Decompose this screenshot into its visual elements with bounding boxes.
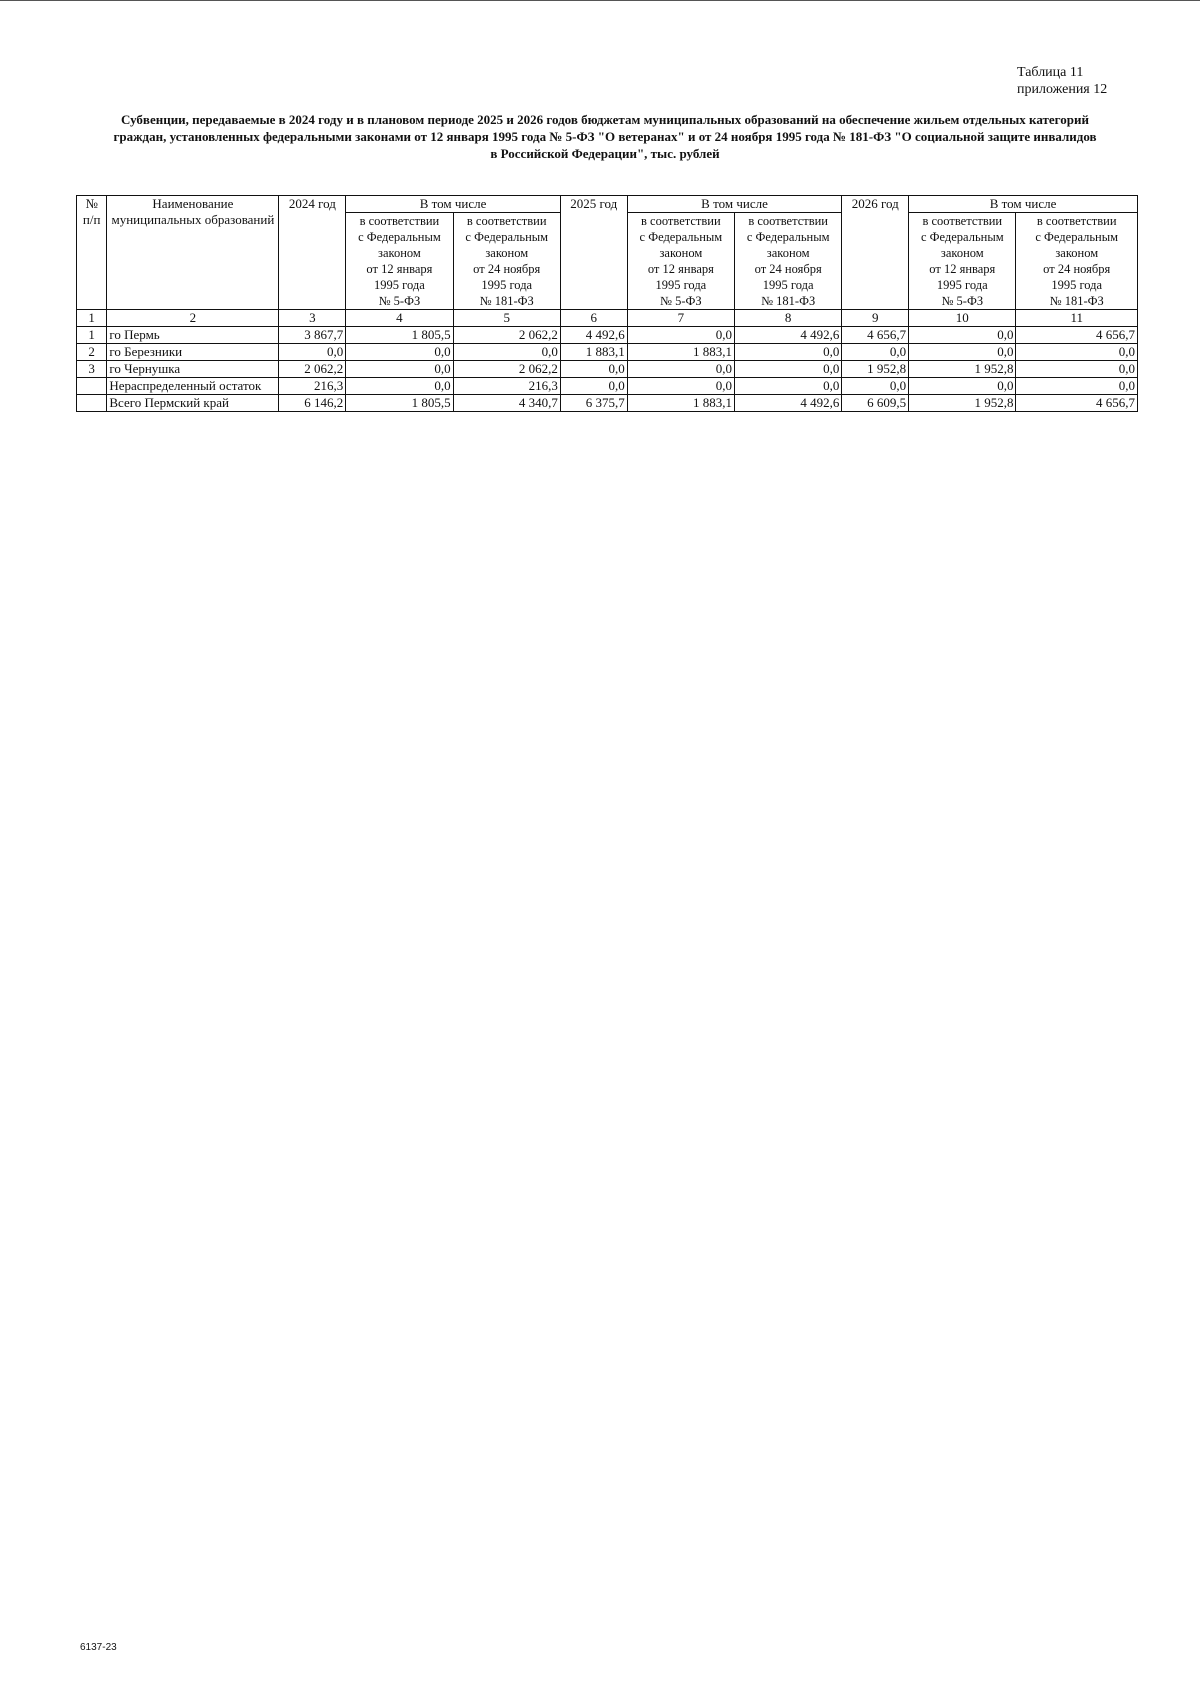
amount-cell: 6 609,5 bbox=[842, 395, 909, 412]
law5-line: законом bbox=[378, 246, 421, 260]
law181-line: от 24 ноября bbox=[754, 262, 822, 276]
amount-cell: 1 952,8 bbox=[909, 395, 1016, 412]
amount-cell: 0,0 bbox=[346, 378, 453, 395]
amount-cell: 4 656,7 bbox=[1016, 395, 1138, 412]
law181-line: 1995 года bbox=[481, 278, 533, 292]
amount-cell: 0,0 bbox=[842, 344, 909, 361]
amount-cell: 1 883,1 bbox=[560, 344, 627, 361]
amount-cell: 0,0 bbox=[627, 327, 734, 344]
column-number: 9 bbox=[842, 310, 909, 327]
amount-cell: 0,0 bbox=[909, 378, 1016, 395]
law181-line: № 181-ФЗ bbox=[761, 294, 816, 308]
table-reference bbox=[1017, 64, 1107, 98]
law5-line: № 5-ФЗ bbox=[378, 294, 421, 308]
amount-cell: 4 492,6 bbox=[735, 327, 842, 344]
amount-cell: 2 062,2 bbox=[453, 361, 560, 378]
amount-cell: 0,0 bbox=[842, 378, 909, 395]
column-number: 6 bbox=[560, 310, 627, 327]
municipality-name: Всего Пермский край bbox=[107, 395, 279, 412]
header-year-2025: 2025 год bbox=[560, 196, 627, 310]
law181-line: в соответствии bbox=[1036, 214, 1117, 228]
law181-line: законом bbox=[1055, 246, 1099, 260]
amount-cell: 1 952,8 bbox=[842, 361, 909, 378]
amount-cell: 6 375,7 bbox=[560, 395, 627, 412]
amount-cell: 0,0 bbox=[909, 327, 1016, 344]
amount-cell: 0,0 bbox=[627, 361, 734, 378]
law181-line: с Федеральным bbox=[1035, 230, 1119, 244]
amount-cell: 4 656,7 bbox=[1016, 327, 1138, 344]
table-row bbox=[77, 344, 1138, 361]
appendix-reference: приложения 12 bbox=[1017, 82, 1108, 97]
amount-cell: 0,0 bbox=[1016, 344, 1138, 361]
law5-line: 1995 года bbox=[936, 278, 988, 292]
amount-cell: 0,0 bbox=[279, 344, 346, 361]
column-number: 3 bbox=[279, 310, 346, 327]
amount-cell: 1 883,1 bbox=[627, 395, 734, 412]
municipality-name: Нераспределенный остаток bbox=[107, 378, 279, 395]
column-number: 8 bbox=[735, 310, 842, 327]
law181-line: законом bbox=[766, 246, 810, 260]
amount-cell: 0,0 bbox=[735, 361, 842, 378]
subsidies-table bbox=[76, 195, 1138, 412]
law181-line: в соответствии bbox=[466, 214, 547, 228]
law181-line: № 181-ФЗ bbox=[1049, 294, 1104, 308]
amount-cell: 1 883,1 bbox=[627, 344, 734, 361]
law5-line: 1995 года bbox=[655, 278, 707, 292]
row-number bbox=[77, 395, 107, 412]
amount-cell: 0,0 bbox=[453, 344, 560, 361]
amount-cell: 0,0 bbox=[560, 361, 627, 378]
header-law5-2025 bbox=[627, 213, 734, 310]
table-row bbox=[77, 361, 1138, 378]
header-incl-2025: В том числе bbox=[627, 196, 842, 213]
law181-line: в соответствии bbox=[748, 214, 828, 228]
law5-line: № 5-ФЗ bbox=[941, 294, 984, 308]
table-body bbox=[77, 327, 1138, 412]
law5-line: от 12 января bbox=[647, 262, 714, 276]
law181-line: законом bbox=[485, 246, 529, 260]
header-law5-2026 bbox=[909, 213, 1016, 310]
amount-cell: 2 062,2 bbox=[279, 361, 346, 378]
amount-cell: 0,0 bbox=[735, 344, 842, 361]
header-year-2024: 2024 год bbox=[279, 196, 346, 310]
amount-cell: 4 492,6 bbox=[560, 327, 627, 344]
amount-cell: 6 146,2 bbox=[279, 395, 346, 412]
law5-line: от 12 января bbox=[366, 262, 433, 276]
law181-line: 1995 года bbox=[762, 278, 814, 292]
column-number: 11 bbox=[1016, 310, 1138, 327]
title-line-3: в Российской Федерации", тыс. рублей bbox=[490, 146, 720, 161]
column-number: 5 bbox=[453, 310, 560, 327]
row-number: 3 bbox=[77, 361, 107, 378]
law5-line: с Федеральным bbox=[358, 230, 441, 244]
law5-line: 1995 года bbox=[374, 278, 425, 292]
table-row bbox=[77, 378, 1138, 395]
header-incl-2026: В том числе bbox=[909, 196, 1138, 213]
header-law181-2026 bbox=[1016, 213, 1138, 310]
row-number bbox=[77, 378, 107, 395]
law181-line: 1995 года bbox=[1051, 278, 1103, 292]
law181-line: от 24 ноября bbox=[1043, 262, 1111, 276]
amount-cell: 216,3 bbox=[279, 378, 346, 395]
law181-line: с Федеральным bbox=[746, 230, 830, 244]
amount-cell: 0,0 bbox=[1016, 361, 1138, 378]
header-municipality: Наименование муниципальных образований bbox=[107, 196, 279, 310]
header-year-2026: 2026 год bbox=[842, 196, 909, 310]
table-row bbox=[77, 327, 1138, 344]
row-number: 1 bbox=[77, 327, 107, 344]
amount-cell: 1 952,8 bbox=[909, 361, 1016, 378]
header-law181-2025 bbox=[735, 213, 842, 310]
amount-cell: 0,0 bbox=[346, 361, 453, 378]
row-number: 2 bbox=[77, 344, 107, 361]
municipality-name: го Чернушка bbox=[107, 361, 279, 378]
law5-line: в соответствии bbox=[641, 214, 721, 228]
law181-line: № 181-ФЗ bbox=[479, 294, 534, 308]
title-line-1: Субвенции, передаваемые в 2024 году и в плановом периоде 2025 и 2026 годов бюджетам муниципальных образований на обеспечение жильем отдельных категорий bbox=[121, 112, 1089, 127]
law5-line: от 12 января bbox=[929, 262, 996, 276]
header-incl-2024: В том числе bbox=[346, 196, 561, 213]
column-number: 4 bbox=[346, 310, 453, 327]
header-row-1 bbox=[77, 196, 1138, 213]
law5-line: с Федеральным bbox=[920, 230, 1004, 244]
law5-line: в соответствии bbox=[922, 214, 1003, 228]
amount-cell: 0,0 bbox=[346, 344, 453, 361]
municipality-name: го Пермь bbox=[107, 327, 279, 344]
law181-line: с Федеральным bbox=[465, 230, 549, 244]
amount-cell: 4 492,6 bbox=[735, 395, 842, 412]
amount-cell: 0,0 bbox=[560, 378, 627, 395]
column-number-row bbox=[77, 310, 1138, 327]
amount-cell: 2 062,2 bbox=[453, 327, 560, 344]
amount-cell: 1 805,5 bbox=[346, 395, 453, 412]
header-law181-2024 bbox=[453, 213, 560, 310]
table-number: Таблица 11 bbox=[1017, 65, 1084, 80]
amount-cell: 4 340,7 bbox=[453, 395, 560, 412]
law5-line: в соответствии bbox=[359, 214, 440, 228]
header-law5-2024 bbox=[346, 213, 453, 310]
header-num: № п/п bbox=[77, 196, 107, 310]
amount-cell: 4 656,7 bbox=[842, 327, 909, 344]
law181-line: от 24 ноября bbox=[473, 262, 541, 276]
amount-cell: 0,0 bbox=[627, 378, 734, 395]
amount-cell: 3 867,7 bbox=[279, 327, 346, 344]
amount-cell: 0,0 bbox=[1016, 378, 1138, 395]
document-code: 6137-23 bbox=[80, 1642, 117, 1653]
column-number: 1 bbox=[77, 310, 107, 327]
column-number: 2 bbox=[107, 310, 279, 327]
column-number: 7 bbox=[627, 310, 734, 327]
law5-line: законом bbox=[659, 246, 703, 260]
amount-cell: 0,0 bbox=[909, 344, 1016, 361]
document-title bbox=[70, 111, 1140, 162]
title-line-2: граждан, установленных федеральными законами от 12 января 1995 года № 5-ФЗ "О ветеранах" и от 24 ноября 1995 года № 181-ФЗ "О социальной защите инвалидов bbox=[113, 129, 1097, 144]
amount-cell: 0,0 bbox=[735, 378, 842, 395]
law5-line: законом bbox=[940, 246, 984, 260]
law5-line: с Федеральным bbox=[639, 230, 723, 244]
municipality-name: го Березники bbox=[107, 344, 279, 361]
amount-cell: 216,3 bbox=[453, 378, 560, 395]
column-number: 10 bbox=[909, 310, 1016, 327]
amount-cell: 1 805,5 bbox=[346, 327, 453, 344]
law5-line: № 5-ФЗ bbox=[660, 294, 702, 308]
table-row bbox=[77, 395, 1138, 412]
scan-edge-line bbox=[0, 0, 1200, 1]
